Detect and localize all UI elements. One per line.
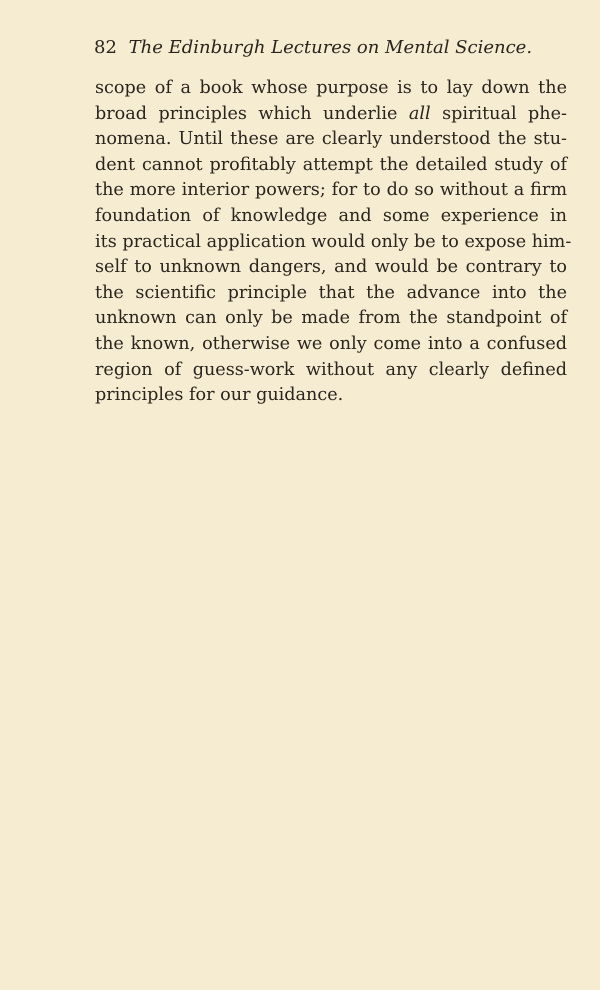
text-line [95, 332, 567, 358]
text-line [95, 306, 567, 332]
text-run: the more interior powers; for to do so without a firm [95, 180, 567, 201]
text-run: unknown can only be made from the standpoint of [95, 308, 567, 329]
emphasized-word: all [408, 103, 431, 124]
text-run: dent cannot profitably attempt the detailed study of [95, 154, 567, 175]
text-run: the known, otherwise we only come into a confused [95, 333, 567, 354]
text-run: the scientific principle that the advance into the [95, 282, 567, 303]
text-line [95, 383, 567, 409]
text-line [95, 153, 567, 179]
text-line [95, 358, 567, 384]
body-paragraph [95, 76, 572, 409]
text-line [95, 102, 567, 128]
text-line [95, 76, 567, 102]
text-run: scope of a book whose purpose is to lay down the [95, 78, 567, 98]
text-line [95, 127, 567, 153]
text-line [95, 255, 567, 281]
text-line [95, 204, 567, 230]
running-title: The Edinburgh Lectures on Mental Science. [128, 37, 533, 58]
text-line [95, 281, 567, 307]
text-run: region of guess-work without any clearly defined [95, 359, 567, 380]
page-number: 82 [94, 37, 117, 58]
running-head [94, 37, 544, 58]
text-line [95, 230, 572, 256]
text-run: nomena. Until these are clearly understood the stu- [95, 129, 567, 150]
text-run: its practical application would only be to expose him- [95, 231, 572, 252]
text-run: broad principles which underlie [95, 103, 409, 124]
text-run: foundation of knowledge and some experience in [95, 205, 567, 226]
text-run: spiritual phe- [430, 103, 567, 124]
text-run: principles for our guidance. [95, 385, 344, 406]
text-run: self to unknown dangers, and would be contrary to [95, 257, 567, 278]
text-line [95, 178, 567, 204]
